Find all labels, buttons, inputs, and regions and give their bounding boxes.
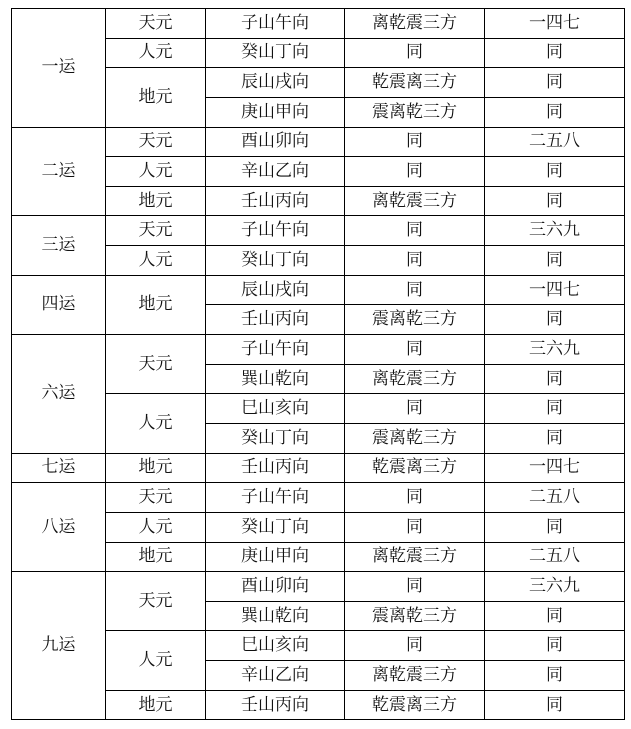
mountain-direction-cell: 辛山乙向 [206, 157, 345, 187]
number-cell: 三六九 [485, 572, 625, 602]
yuan-cell: 天元 [106, 216, 206, 246]
number-cell: 同 [485, 186, 625, 216]
mountain-direction-cell: 癸山丁向 [206, 512, 345, 542]
yuan-cell: 天元 [106, 572, 206, 631]
mountain-direction-cell: 辛山乙向 [206, 661, 345, 691]
number-cell: 一四七 [485, 9, 625, 39]
mountain-direction-cell: 辰山戌向 [206, 275, 345, 305]
yun-cell: 二运 [12, 127, 106, 216]
mountain-direction-cell: 壬山丙向 [206, 305, 345, 335]
direction-set-cell: 乾震离三方 [345, 68, 485, 98]
mountain-direction-cell: 壬山丙向 [206, 690, 345, 720]
mountain-direction-cell: 巳山亥向 [206, 394, 345, 424]
table-row [12, 453, 625, 483]
yuan-cell: 地元 [106, 453, 206, 483]
mountain-direction-cell: 壬山丙向 [206, 453, 345, 483]
number-cell: 同 [485, 631, 625, 661]
number-cell: 二五八 [485, 127, 625, 157]
yuan-cell: 地元 [106, 275, 206, 334]
number-cell: 二五八 [485, 542, 625, 572]
table-row [12, 483, 625, 513]
yuan-cell: 人元 [106, 246, 206, 276]
mountain-direction-cell: 巳山亥向 [206, 631, 345, 661]
yuan-cell: 地元 [106, 68, 206, 127]
mountain-direction-cell: 辰山戌向 [206, 68, 345, 98]
direction-set-cell: 乾震离三方 [345, 453, 485, 483]
mountain-direction-cell: 癸山丁向 [206, 38, 345, 68]
yuan-cell: 天元 [106, 335, 206, 394]
yun-cell: 三运 [12, 216, 106, 275]
mountain-direction-cell: 子山午向 [206, 335, 345, 365]
yun-cell: 九运 [12, 572, 106, 720]
yuan-cell: 人元 [106, 38, 206, 68]
direction-set-cell: 震离乾三方 [345, 97, 485, 127]
direction-set-cell: 同 [345, 38, 485, 68]
direction-set-cell: 离乾震三方 [345, 186, 485, 216]
number-cell: 三六九 [485, 216, 625, 246]
number-cell: 同 [485, 68, 625, 98]
yuan-cell: 天元 [106, 127, 206, 157]
table-row [12, 216, 625, 246]
yuan-cell: 地元 [106, 542, 206, 572]
yun-table [11, 8, 625, 720]
direction-set-cell: 震离乾三方 [345, 601, 485, 631]
mountain-direction-cell: 巽山乾向 [206, 601, 345, 631]
number-cell: 一四七 [485, 453, 625, 483]
number-cell: 同 [485, 690, 625, 720]
direction-set-cell: 同 [345, 275, 485, 305]
number-cell: 同 [485, 661, 625, 691]
direction-set-cell: 同 [345, 512, 485, 542]
number-cell: 二五八 [485, 483, 625, 513]
direction-set-cell: 离乾震三方 [345, 364, 485, 394]
yuan-cell: 人元 [106, 631, 206, 690]
mountain-direction-cell: 癸山丁向 [206, 423, 345, 453]
yun-table-body [12, 9, 625, 720]
number-cell: 同 [485, 364, 625, 394]
mountain-direction-cell: 壬山丙向 [206, 186, 345, 216]
mountain-direction-cell: 子山午向 [206, 9, 345, 39]
number-cell: 三六九 [485, 335, 625, 365]
direction-set-cell: 震离乾三方 [345, 423, 485, 453]
direction-set-cell: 离乾震三方 [345, 542, 485, 572]
direction-set-cell: 同 [345, 246, 485, 276]
direction-set-cell: 乾震离三方 [345, 690, 485, 720]
yuan-cell: 地元 [106, 690, 206, 720]
yuan-cell: 人元 [106, 394, 206, 453]
direction-set-cell: 同 [345, 216, 485, 246]
yun-cell: 六运 [12, 335, 106, 454]
table-row [12, 335, 625, 365]
mountain-direction-cell: 巽山乾向 [206, 364, 345, 394]
mountain-direction-cell: 庚山甲向 [206, 97, 345, 127]
direction-set-cell: 离乾震三方 [345, 9, 485, 39]
mountain-direction-cell: 癸山丁向 [206, 246, 345, 276]
direction-set-cell: 同 [345, 572, 485, 602]
number-cell: 同 [485, 512, 625, 542]
yun-cell: 八运 [12, 483, 106, 572]
table-row [12, 275, 625, 305]
yun-cell: 四运 [12, 275, 106, 334]
number-cell: 同 [485, 38, 625, 68]
direction-set-cell: 震离乾三方 [345, 305, 485, 335]
mountain-direction-cell: 酉山卯向 [206, 127, 345, 157]
yun-cell: 七运 [12, 453, 106, 483]
number-cell: 同 [485, 157, 625, 187]
mountain-direction-cell: 子山午向 [206, 216, 345, 246]
direction-set-cell: 同 [345, 335, 485, 365]
number-cell: 一四七 [485, 275, 625, 305]
direction-set-cell: 同 [345, 483, 485, 513]
yuan-cell: 天元 [106, 9, 206, 39]
direction-set-cell: 同 [345, 394, 485, 424]
mountain-direction-cell: 子山午向 [206, 483, 345, 513]
table-row [12, 9, 625, 39]
number-cell: 同 [485, 423, 625, 453]
number-cell: 同 [485, 246, 625, 276]
number-cell: 同 [485, 601, 625, 631]
yuan-cell: 天元 [106, 483, 206, 513]
yuan-cell: 人元 [106, 512, 206, 542]
number-cell: 同 [485, 305, 625, 335]
number-cell: 同 [485, 394, 625, 424]
direction-set-cell: 同 [345, 127, 485, 157]
yuan-cell: 地元 [106, 186, 206, 216]
table-row [12, 572, 625, 602]
direction-set-cell: 同 [345, 631, 485, 661]
mountain-direction-cell: 酉山卯向 [206, 572, 345, 602]
direction-set-cell: 离乾震三方 [345, 661, 485, 691]
table-row [12, 127, 625, 157]
direction-set-cell: 同 [345, 157, 485, 187]
number-cell: 同 [485, 97, 625, 127]
yun-cell: 一运 [12, 9, 106, 128]
yuan-cell: 人元 [106, 157, 206, 187]
mountain-direction-cell: 庚山甲向 [206, 542, 345, 572]
